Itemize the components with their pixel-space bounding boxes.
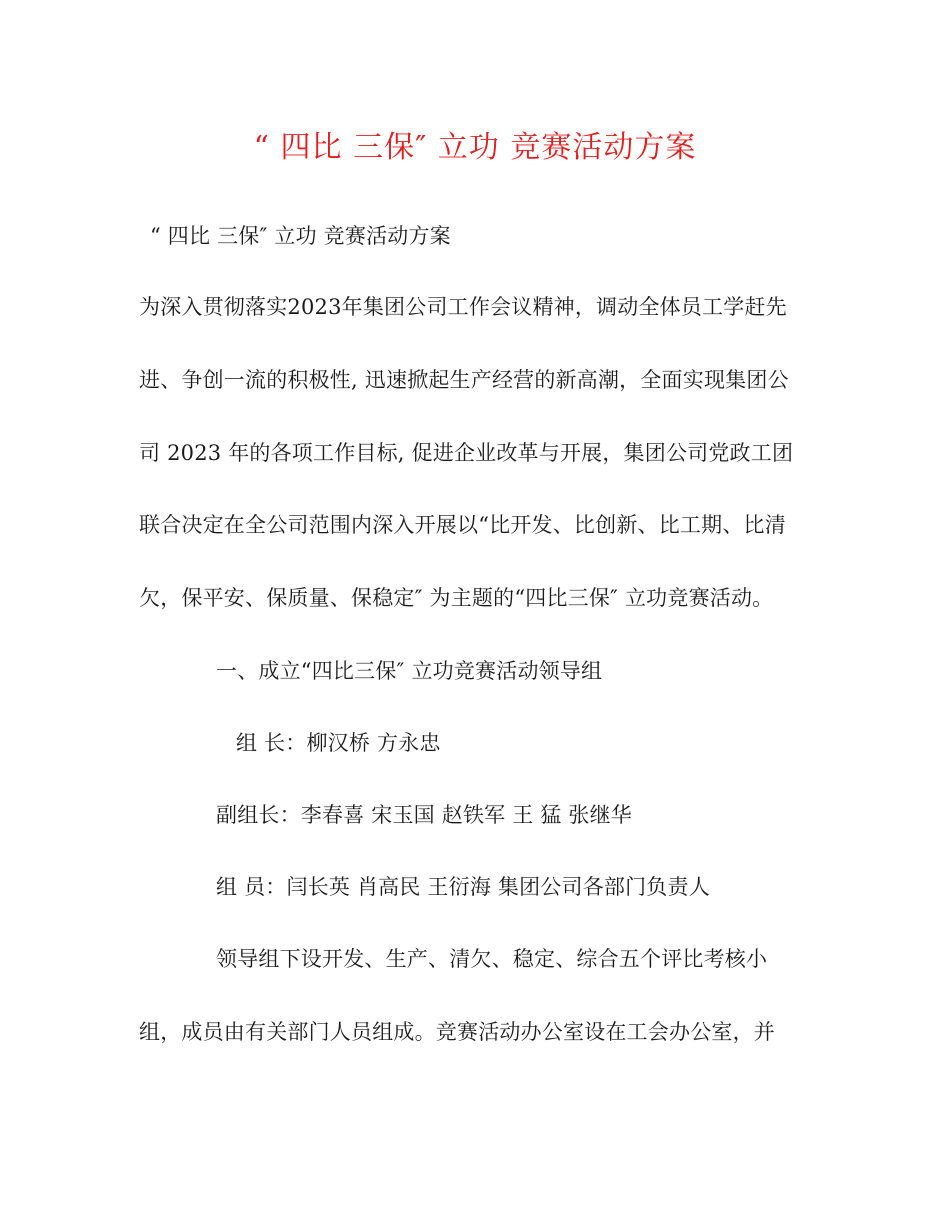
intro-line-3: 司 2023 年的各项工作目标, 促进企业改革与开展，集团公司党政工团 <box>139 441 794 465</box>
deputy-leader-line: 副组长：李春喜 宋玉国 赵铁军 王 猛 张继华 <box>216 803 632 827</box>
members-line: 组 员：闫长英 肖高民 王衍海 集团公司各部门负责人 <box>216 875 710 899</box>
intro-line-2: 进、争创一流的积极性, 迅速掀起生产经营的新高潮，全面实现集团公 <box>139 368 789 392</box>
section-heading-1: 一、成立“四比三保″ 立功竞赛活动领导组 <box>216 659 603 683</box>
leader-line: 组 长：柳汉桥 方永忠 <box>236 731 441 755</box>
closing-line-1: 领导组下设开发、生产、清欠、稳定、综合五个评比考核小 <box>216 947 768 971</box>
intro-line-4: 联合决定在全公司范围内深入开展以“比开发、比创新、比工期、比清 <box>139 513 786 537</box>
intro-line-1: 为深入贯彻落实2023年集团公司工作会议精神，调动全体员工学赶先 <box>139 295 787 319</box>
document-title: “ 四比 三保″ 立功 竞赛活动方案 <box>253 130 697 165</box>
document-subtitle: “ 四比 三保″ 立功 竞赛活动方案 <box>150 224 451 248</box>
intro-line-5: 欠，保平安、保质量、保稳定″ 为主题的“四比三保″ 立功竞赛活动。 <box>139 586 774 610</box>
closing-line-2: 组，成员由有关部门人员组成。竞赛活动办公室设在工会办公室，并 <box>139 1020 775 1044</box>
